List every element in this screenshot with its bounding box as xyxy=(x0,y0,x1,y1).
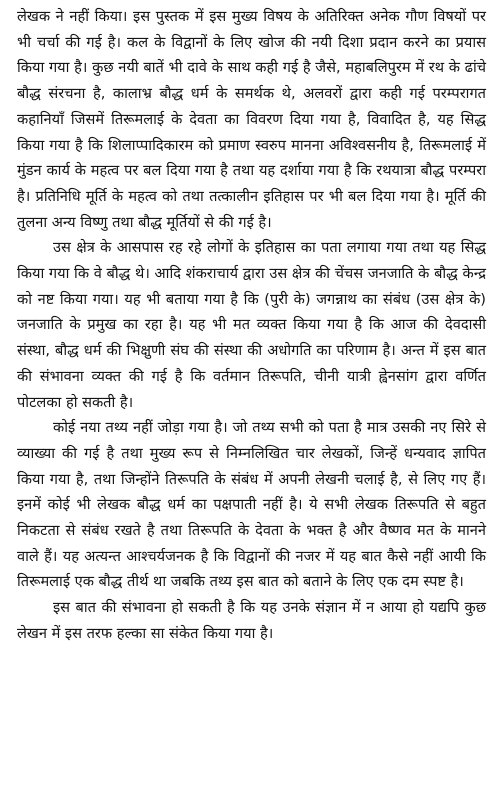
paragraph-4: इस बात की संभावना हो सकती है कि यह उनके संज्ञान में न आया हो यद्यपि कुछ लेखन में इस तरफ हल्का सा संकेत किया गया है। xyxy=(17,599,486,642)
paragraph-1: लेखक ने नहीं किया। इस पुस्तक में इस मुख्य विषय के अतिरिक्त अनेक गौण विषयों पर भी चर्चा की गई है। कल के विद्वानों के लिए खोज की नयी दिशा प्रदान करने का प्रयास किया गया है। कुछ नयी बातें भी दावे के साथ कही गई है जैसे, महाबलिपुरम में रथ के ढांचे बौद्ध संरचना है, कालाभ्र बौद्ध धर्म के समर्थक थे, अलवरों द्वारा कही गई परम्परागत कहानियाँ जिसमें तिरूमलाई के देवता का विवरण दिया गया है, विवादित है, यह सिद्ध किया गया है कि शिलाप्पादिकारम को प्रमाण स्वरुप मानना अविश्वसनीय है, तिरूमलाई में मुंडन कार्य के महत्व पर बल दिया गया है तथा यह दर्शाया गया है कि रथयात्रा बौद्ध परम्परा है। प्रतिनिधि मूर्ति के महत्व को तथा तत्कालीन इतिहास पर भी बल दिया गया है। मूर्ति की तुलना अन्य विष्णु तथा बौद्ध मूर्तियों से की गई है। xyxy=(17,8,486,231)
paragraph-3: कोई नया तथ्य नहीं जोड़ा गया है। जो तथ्य सभी को पता है मात्र उसकी नए सिरे से व्याख्या की गई है तथा मुख्य रूप से निम्नलिखित चार लेखकों, जिन्हें धन्यवाद ज्ञापित किया गया है, तथा जिन्होंने तिरूपति के संबंध में अपनी लेखनी चलाई है, से लिए गए हैं। इनमें कोई भी लेखक बौद्ध धर्म का पक्षपाती नहीं है। ये सभी लेखक तिरूपति से बहुत निकटता से संबंध रखते है तथा तिरूपति के देवता के भक्त है और वैष्णव मत के मानने वाले हैं। यह अत्यन्त आश्चर्यजनक है कि विद्वानों की नजर में यह बात कैसे नहीं आयी कि तिरूमलाई एक बौद्ध तीर्थ था जबकि तथ्य इस बात को बताने के लिए एक दम स्पष्ट है। xyxy=(17,419,486,591)
paragraph-2: उस क्षेत्र के आसपास रह रहे लोगों के इतिहास का पता लगाया गया तथा यह सिद्ध किया गया कि वे बौद्ध थे। आदि शंकराचार्य द्वारा उस क्षेत्र की चेंचस जनजाति के बौद्ध केन्द्र को नष्ट किया गया। यह भी बताया गया है कि (पुरी के) जगन्नाथ का संबंध (उस क्षेत्र के) जनजाति के प्रमुख का रहा है। यह भी मत व्यक्त किया गया है कि आज की देवदासी संस्था, बौद्ध धर्म की भिक्षुणी संघ की संस्था की अधोगति का परिणाम है। अन्त में इस बात की संभावना व्यक्त की गई है कि वर्तमान तिरूपति, चीनी यात्री ह्वेनसांग द्वारा वर्णित पोटलका हो सकती है। xyxy=(17,239,486,411)
